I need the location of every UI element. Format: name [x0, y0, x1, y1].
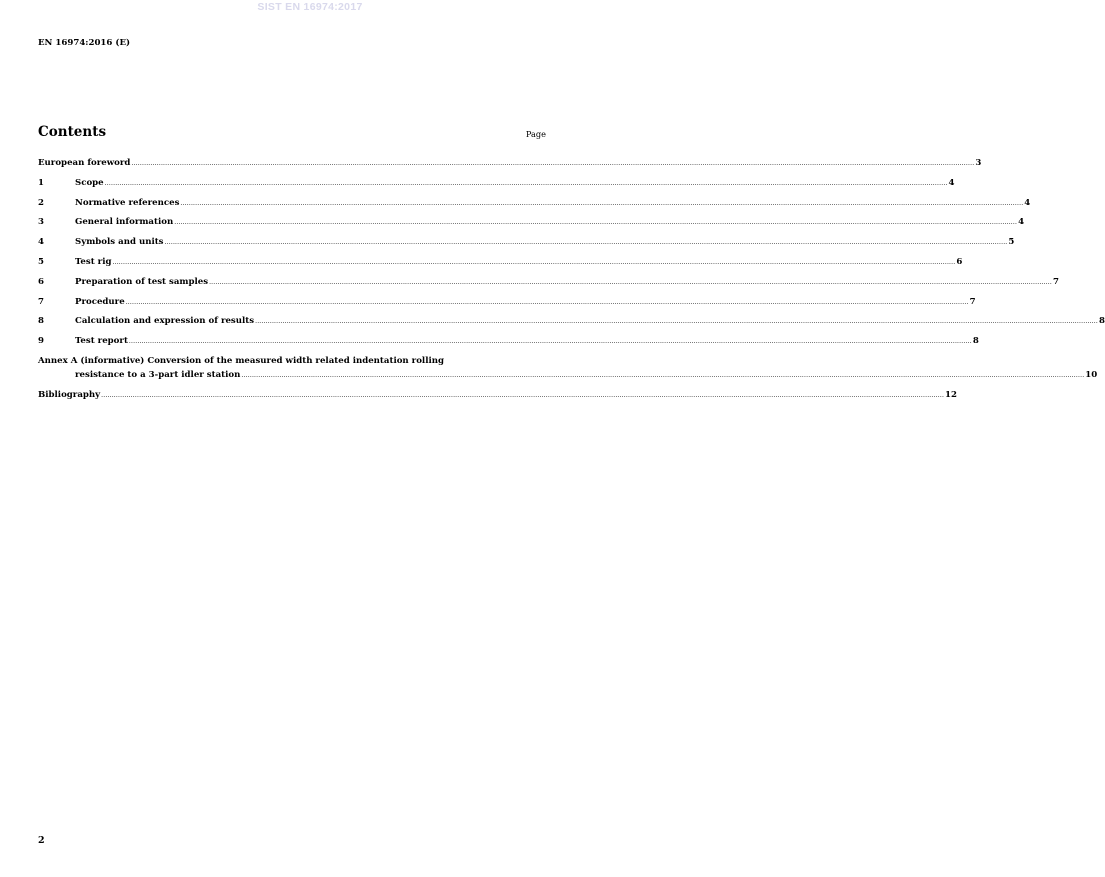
toc-entry-test-report[interactable] — [38, 336, 979, 356]
toc-entry-preparation-of-test-samples[interactable] — [38, 276, 1059, 297]
toc-entry-annex-a[interactable] — [38, 355, 1098, 390]
toc-leader-dots: ................................................................................................................................................................................................................................................................................................................................................................................................................ — [104, 179, 948, 187]
toc-entry-title: Test report — [75, 336, 128, 347]
toc-entry-title: General information — [75, 217, 174, 228]
toc-leader-dots: ................................................................................................................................................................................................................................................................................................................................................................................................................ — [241, 371, 1085, 379]
toc-leader-dots: ................................................................................................................................................................................................................................................................................................................................................................................................................ — [125, 298, 969, 306]
page-number: 2 — [38, 835, 45, 846]
toc-entry-number: 6 — [38, 276, 44, 287]
toc-entry-procedure[interactable] — [38, 296, 976, 317]
toc-leader-dots: ................................................................................................................................................................................................................................................................................................................................................................................................................ — [209, 278, 1052, 286]
toc-leader-dots: ................................................................................................................................................................................................................................................................................................................................................................................................................ — [255, 318, 1098, 326]
toc-leader-dots: ................................................................................................................................................................................................................................................................................................................................................................................................................ — [112, 258, 956, 266]
document-id: EN 16974:2016 (E) — [38, 38, 131, 48]
toc-entry-page: 4 — [1018, 217, 1025, 228]
toc-entry-title: Bibliography — [38, 389, 101, 400]
toc-entry-page: 8 — [1098, 316, 1105, 327]
toc-leader-dots: ................................................................................................................................................................................................................................................................................................................................................................................................................ — [101, 391, 945, 399]
toc-entry-calculation[interactable] — [38, 316, 1105, 336]
toc-leader-dots: ................................................................................................................................................................................................................................................................................................................................................................................................................ — [164, 239, 1008, 247]
toc-entry-number: 9 — [38, 336, 44, 347]
toc-entry-page: 8 — [972, 336, 979, 347]
table-of-contents — [38, 158, 1105, 410]
toc-entry-general-information[interactable] — [38, 217, 1025, 237]
toc-annex-title-line1: Annex A (informative) Conversion of the measured width related indentation rolling — [38, 355, 444, 366]
toc-entry-title: Calculation and expression of results — [75, 316, 255, 327]
toc-leader-dots: ................................................................................................................................................................................................................................................................................................................................................................................................................ — [180, 199, 1024, 207]
contents-heading: Contents — [38, 124, 107, 140]
toc-leader-dots: ................................................................................................................................................................................................................................................................................................................................................................................................................ — [128, 338, 972, 346]
watermark: SIST EN 16974:2017 — [257, 1, 363, 13]
toc-entry-title: European foreword — [38, 158, 131, 168]
toc-entry-foreword[interactable] — [38, 158, 982, 178]
toc-entry-title: Test rig — [75, 256, 112, 267]
toc-entry-page: 4 — [948, 177, 955, 188]
toc-entry-number: 4 — [38, 237, 44, 248]
toc-entry-bibliography[interactable] — [38, 389, 958, 410]
toc-entry-title: Preparation of test samples — [75, 276, 209, 287]
toc-entry-page: 7 — [1052, 276, 1059, 287]
toc-entry-title: Symbols and units — [75, 237, 164, 248]
toc-entry-page: 6 — [956, 256, 963, 267]
toc-entry-page: 5 — [1008, 237, 1015, 248]
toc-entry-page: 3 — [975, 158, 982, 168]
toc-entry-number: 7 — [38, 296, 44, 307]
toc-entry-number: 1 — [38, 177, 44, 188]
toc-entry-number: 5 — [38, 256, 44, 267]
toc-entry-number: 2 — [38, 197, 44, 208]
toc-leader-dots: ................................................................................................................................................................................................................................................................................................................................................................................................................ — [174, 219, 1018, 227]
toc-annex-title-line2: resistance to a 3-part idler station — [75, 369, 241, 380]
toc-entry-scope[interactable] — [38, 177, 955, 198]
toc-leader-dots: ................................................................................................................................................................................................................................................................................................................................................................................................................ — [131, 160, 975, 167]
toc-entry-page: 4 — [1024, 197, 1031, 208]
toc-entry-page: 7 — [969, 296, 976, 307]
toc-entry-title: Procedure — [75, 296, 125, 307]
page-column-label: Page — [525, 129, 546, 139]
toc-entry-page: 10 — [1085, 369, 1098, 380]
toc-entry-title: Scope — [75, 177, 104, 188]
toc-entry-title: Normative references — [75, 197, 180, 208]
toc-entry-number: 3 — [38, 217, 44, 228]
toc-entry-test-rig[interactable] — [38, 256, 963, 277]
toc-entry-symbols-and-units[interactable] — [38, 237, 1015, 257]
toc-entry-number: 8 — [38, 316, 44, 327]
toc-entry-page: 12 — [945, 389, 958, 400]
toc-entry-normative-references[interactable] — [38, 197, 1031, 218]
